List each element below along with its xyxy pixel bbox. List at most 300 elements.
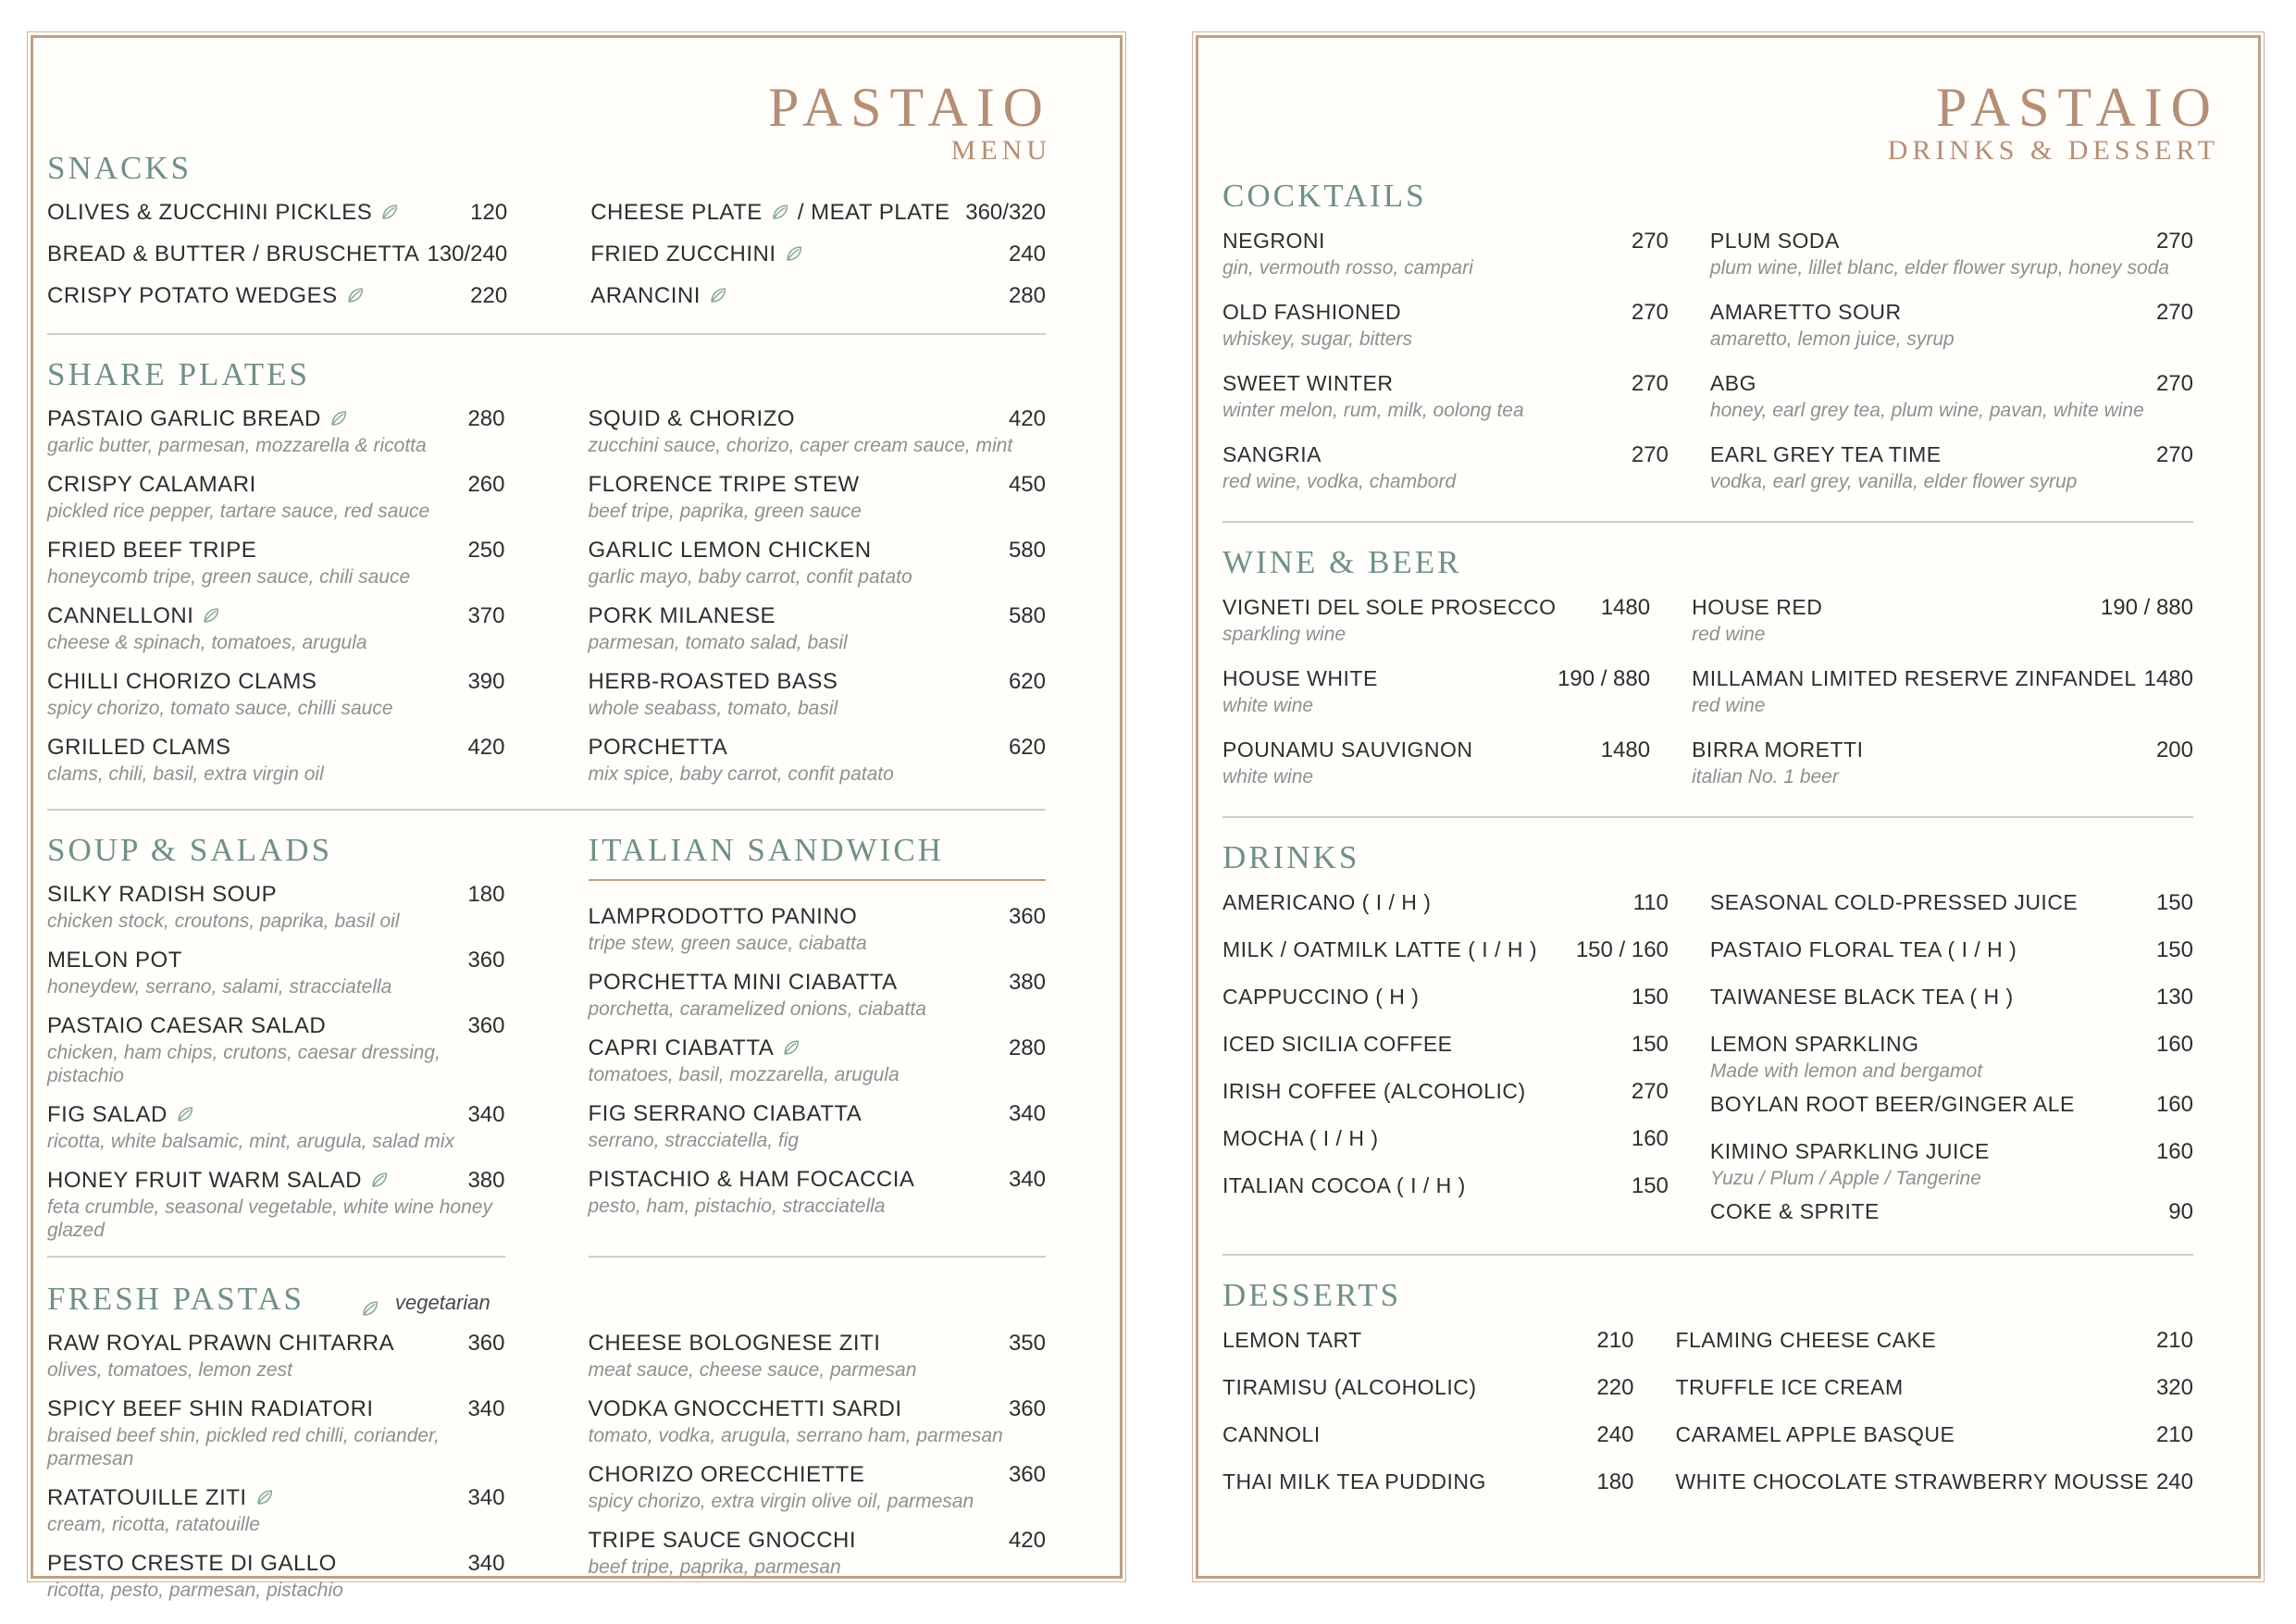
item-line	[589, 969, 1047, 997]
item-line	[589, 537, 1047, 564]
item-description: serrano, stracciatella, fig	[588, 1130, 800, 1151]
item-description: garlic butter, parmesan, mozzarella & ricotta	[47, 435, 427, 456]
item-description: chicken stock, croutons, paprika, basil oil	[47, 911, 400, 932]
item-price: 160	[2155, 1139, 2193, 1164]
vegetarian-leaf-icon	[781, 1037, 801, 1058]
vegetarian-leaf-icon	[770, 202, 790, 222]
item-line	[47, 1167, 505, 1195]
vegetarian-leaf-icon	[329, 408, 349, 428]
item-description: olives, tomatoes, lemon zest	[47, 1359, 292, 1381]
item-name: CRISPY CALAMARI	[47, 472, 256, 497]
item-description: amaretto, lemon juice, syrup	[1709, 329, 1955, 350]
item-name: MILK / OATMILK LATTE ( I / H )	[1222, 937, 1538, 961]
menu-item	[589, 602, 1047, 654]
item-price: 580	[1008, 538, 1046, 563]
item-line	[47, 241, 507, 268]
item-price: 270	[1631, 300, 1669, 325]
item-name: CRISPY POTATO WEDGES	[47, 283, 338, 308]
section-heading: SOUP & SALADS	[47, 832, 333, 868]
menu-item	[1710, 1197, 2193, 1226]
item-price: 160	[2155, 1092, 2193, 1117]
menu-item	[1710, 440, 2193, 493]
page-header	[1888, 79, 2219, 166]
item-line	[1222, 1030, 1669, 1059]
item-price: 200	[2155, 738, 2193, 762]
item-line	[1710, 936, 2193, 964]
menu-item	[589, 471, 1047, 523]
item-description: spicy chorizo, extra virgin olive oil, parmesan	[588, 1491, 974, 1512]
item-name: PORK MILANESE	[588, 603, 776, 628]
item-price: 340	[467, 1485, 505, 1510]
item-name: SWEET WINTER	[1222, 371, 1394, 395]
menu-item	[47, 947, 505, 998]
item-line	[1222, 1373, 1633, 1402]
item-price: 620	[1008, 669, 1046, 694]
menu-item	[47, 881, 505, 933]
item-name: FIG SALAD	[47, 1102, 168, 1127]
item-line	[589, 1330, 1047, 1357]
item-name-suffix: / MEAT PLATE	[797, 200, 950, 225]
item-line	[47, 282, 507, 310]
menu-item	[590, 241, 1046, 268]
restaurant-logo: PASTAIO	[1935, 77, 2219, 138]
item-price: 280	[467, 406, 505, 431]
item-description: honeydew, serrano, salami, stracciatella	[47, 976, 392, 998]
item-name: MILLAMAN LIMITED RESERVE ZINFANDEL	[1692, 666, 2137, 690]
item-name: OLIVES & ZUCCHINI PICKLES	[47, 200, 373, 225]
item-description: honeycomb tripe, green sauce, chili sauce	[47, 566, 411, 588]
section-heading: COCKTAILS	[1222, 178, 1427, 214]
column	[47, 199, 507, 324]
item-line	[1222, 440, 1669, 469]
menu-item	[1675, 1373, 2193, 1402]
item-price: 340	[467, 1396, 505, 1421]
menu-item	[1222, 1172, 1669, 1200]
menu-item	[47, 471, 505, 523]
item-name: KIMINO SPARKLING JUICE	[1709, 1139, 1990, 1163]
menu-page-content	[47, 151, 1046, 1616]
item-name: SANGRIA	[1222, 442, 1322, 466]
item-description: italian No. 1 beer	[1692, 766, 1839, 787]
item-line	[1710, 1197, 2193, 1226]
item-price: 270	[1631, 371, 1669, 396]
menu-item	[47, 537, 505, 589]
item-line	[1710, 298, 2193, 327]
vegetarian-leaf-icon	[369, 1170, 390, 1190]
item-price: 420	[1008, 406, 1046, 431]
item-description: gin, vermouth rosso, campari	[1222, 257, 1473, 279]
item-price: 160	[1631, 1126, 1669, 1151]
item-price: 1480	[1600, 595, 1651, 620]
item-name: CAPRI CIABATTA	[588, 1035, 775, 1060]
item-line	[1222, 888, 1669, 917]
item-price: 270	[2155, 300, 2193, 325]
item-line	[1222, 1172, 1669, 1200]
section-block	[589, 833, 1047, 1258]
item-name: PESTO CRESTE DI GALLO	[47, 1551, 337, 1576]
item-description: zucchini sauce, chorizo, caper cream sauce, mint	[588, 435, 1013, 456]
menu-item	[47, 734, 505, 786]
item-description: Made with lemon and bergamot	[1709, 1060, 1983, 1082]
menu-item	[1675, 1326, 2193, 1355]
column	[1692, 593, 2193, 807]
section-heading: FRESH PASTAS	[47, 1281, 304, 1317]
item-price: 150	[1631, 1173, 1669, 1198]
menu-item	[1710, 1030, 2193, 1083]
item-price: 320	[2155, 1375, 2193, 1400]
item-price: 620	[1008, 735, 1046, 760]
item-line	[1222, 983, 1669, 1011]
item-line	[47, 881, 505, 909]
item-name: ICED SICILIA COFFEE	[1222, 1032, 1453, 1056]
item-line	[1222, 593, 1650, 622]
item-line	[590, 241, 1046, 268]
item-name: AMARETTO SOUR	[1709, 300, 1902, 324]
item-name: POUNAMU SAUVIGNON	[1222, 738, 1473, 762]
item-price: 360/320	[965, 200, 1046, 225]
item-name: CHILLI CHORIZO CLAMS	[47, 669, 317, 694]
item-description: sparkling wine	[1222, 624, 1347, 645]
menu-item	[1222, 369, 1669, 422]
menu-item	[47, 1167, 505, 1242]
menu-item	[1222, 936, 1669, 964]
restaurant-logo: PASTAIO	[767, 77, 1051, 138]
column	[589, 405, 1047, 800]
item-price: 360	[1008, 1462, 1046, 1487]
item-price: 240	[1596, 1422, 1634, 1447]
vegetarian-leaf-icon	[360, 1298, 380, 1319]
item-price: 240	[1008, 242, 1046, 267]
item-description: garlic mayo, baby carrot, confit patato	[588, 566, 912, 588]
column	[1222, 1326, 1633, 1515]
item-name: RAW ROYAL PRAWN CHITARRA	[47, 1331, 395, 1356]
section-heading: SHARE PLATES	[47, 356, 310, 392]
item-line	[47, 1550, 505, 1578]
item-price: 270	[2155, 442, 2193, 467]
item-line	[1222, 1077, 1669, 1106]
vegetarian-leaf-icon	[254, 1487, 275, 1507]
menu-section	[1222, 545, 2193, 807]
item-price: 260	[467, 472, 505, 497]
menu-item	[589, 1330, 1047, 1382]
item-description: honey, earl grey tea, plum wine, pavan, white wine	[1709, 400, 2144, 421]
menu-section	[1222, 179, 2193, 512]
menu-item	[47, 1330, 505, 1382]
section-columns	[47, 405, 1046, 800]
menu-item	[1710, 888, 2193, 917]
section-heading: ITALIAN SANDWICH	[589, 833, 1047, 881]
menu-section	[1222, 1278, 2193, 1515]
item-name: TRUFFLE ICE CREAM	[1675, 1375, 1904, 1399]
item-price: 370	[467, 603, 505, 628]
menu-item	[1710, 1090, 2193, 1119]
item-price: 220	[1596, 1375, 1634, 1400]
menu-item	[1692, 593, 2193, 646]
vegetarian-leaf-icon	[784, 243, 804, 264]
section-divider	[589, 1256, 1047, 1258]
item-line	[1692, 664, 2193, 693]
item-line	[47, 947, 505, 974]
item-price: 360	[1008, 1396, 1046, 1421]
page-drinks-dessert	[1196, 35, 2261, 1579]
item-line	[1675, 1468, 2193, 1496]
section-divider	[1222, 816, 2193, 818]
item-name: VIGNETI DEL SOLE PROSECCO	[1222, 595, 1557, 619]
item-line	[589, 471, 1047, 499]
item-name: PISTACHIO & HAM FOCACCIA	[588, 1167, 915, 1192]
item-price: 420	[1008, 1528, 1046, 1553]
menu-item	[589, 405, 1047, 457]
item-name: PLUM SODA	[1709, 229, 1840, 253]
item-line	[1675, 1326, 2193, 1355]
item-price: 130/240	[427, 242, 508, 267]
item-name: THAI MILK TEA PUDDING	[1222, 1469, 1486, 1494]
item-price: 270	[1631, 229, 1669, 254]
item-line	[589, 602, 1047, 630]
item-description: beef tripe, paprika, parmesan	[588, 1556, 841, 1578]
item-line	[47, 471, 505, 499]
column	[1222, 227, 1669, 512]
item-price: 270	[2155, 371, 2193, 396]
item-line	[1710, 227, 2193, 255]
menu-item	[1222, 1124, 1669, 1153]
item-price: 360	[1008, 904, 1046, 929]
item-name: BIRRA MORETTI	[1692, 738, 1864, 762]
item-line	[1222, 1420, 1633, 1449]
item-price: 380	[467, 1168, 505, 1193]
item-description: clams, chili, basil, extra virgin oil	[47, 763, 324, 785]
item-description: pickled rice pepper, tartare sauce, red sauce	[47, 501, 430, 522]
item-price: 130	[2155, 985, 2193, 1010]
section-heading: WINE & BEER	[1222, 544, 1462, 580]
menu-item	[589, 1527, 1047, 1579]
vegetarian-leaf-icon	[201, 605, 221, 626]
item-description: Yuzu / Plum / Apple / Tangerine	[1709, 1168, 1981, 1189]
item-price: 210	[2155, 1328, 2193, 1353]
item-line	[589, 1527, 1047, 1555]
item-price: 180	[467, 882, 505, 907]
item-name: FRIED ZUCCHINI	[590, 242, 776, 267]
item-name: VODKA GNOCCHETTI SARDI	[588, 1396, 902, 1421]
item-description: ricotta, pesto, parmesan, pistachio	[47, 1580, 343, 1601]
section-block	[47, 833, 505, 1258]
item-line	[589, 1461, 1047, 1489]
item-price: 350	[1008, 1331, 1046, 1356]
split-section	[47, 833, 1046, 1258]
item-line	[1222, 1326, 1633, 1355]
menu-item	[47, 282, 507, 310]
item-line	[47, 199, 507, 227]
item-description: pesto, ham, pistachio, stracciatella	[588, 1196, 886, 1217]
menu-item	[1222, 1468, 1633, 1496]
item-name: FRIED BEEF TRIPE	[47, 538, 257, 563]
menu-type-label: MENU	[950, 135, 1051, 166]
menu-item	[1222, 593, 1650, 646]
column	[47, 405, 505, 800]
item-price: 210	[2155, 1422, 2193, 1447]
item-name: TAIWANESE BLACK TEA ( H )	[1709, 985, 2014, 1009]
menu-item	[590, 199, 1046, 227]
item-line	[1222, 298, 1669, 327]
column	[1675, 1326, 2193, 1515]
item-description: whole seabass, tomato, basil	[588, 698, 838, 719]
item-price: 110	[1632, 890, 1669, 915]
menu-section	[47, 357, 1046, 800]
section-heading: SNACKS	[47, 150, 192, 186]
item-price: 150 / 160	[1575, 937, 1669, 962]
item-line	[1692, 593, 2193, 622]
item-line	[1222, 1468, 1633, 1496]
item-description: tomato, vodka, arugula, serrano ham, parmesan	[588, 1425, 1003, 1446]
item-name: CARAMEL APPLE BASQUE	[1675, 1422, 1955, 1446]
item-description: cheese & spinach, tomatoes, arugula	[47, 632, 367, 653]
item-line	[1222, 664, 1650, 693]
item-name: LEMON TART	[1222, 1328, 1362, 1352]
menu-item	[589, 537, 1047, 589]
item-name: SEASONAL COLD-PRESSED JUICE	[1709, 890, 2079, 914]
item-description: white wine	[1222, 695, 1314, 716]
item-line	[47, 602, 505, 630]
item-name: CHEESE PLATE	[590, 200, 763, 225]
item-name: COKE & SPRITE	[1709, 1199, 1880, 1223]
item-name: OLD FASHIONED	[1222, 300, 1402, 324]
item-price: 360	[467, 1013, 505, 1038]
menu-item	[1222, 1373, 1633, 1402]
menu-item	[47, 1012, 505, 1087]
item-price: 390	[467, 669, 505, 694]
section-columns	[1222, 593, 2193, 807]
item-line	[47, 1101, 505, 1129]
item-line	[1675, 1373, 2193, 1402]
item-price: 340	[467, 1102, 505, 1127]
menu-section	[47, 1282, 1046, 1616]
item-line	[1222, 227, 1669, 255]
section-columns	[1222, 1326, 2193, 1515]
menu-item	[47, 1395, 505, 1470]
item-line	[589, 903, 1047, 931]
item-price: 340	[467, 1551, 505, 1576]
item-line	[1710, 983, 2193, 1011]
item-description: porchetta, caramelized onions, ciabatta	[588, 998, 926, 1020]
item-line	[1710, 369, 2193, 398]
item-description: spicy chorizo, tomato sauce, chilli sauce	[47, 698, 393, 719]
item-price: 340	[1008, 1101, 1046, 1126]
item-description: tripe stew, green sauce, ciabatta	[588, 933, 867, 954]
item-price: 270	[1631, 1079, 1669, 1104]
item-description: beef tripe, paprika, green sauce	[588, 501, 862, 522]
item-description: plum wine, lillet blanc, elder flower syrup, honey soda	[1709, 257, 2169, 279]
item-name: CANNELLONI	[47, 603, 194, 628]
menu-item	[590, 282, 1046, 310]
menu-item	[1710, 936, 2193, 964]
item-description: meat sauce, cheese sauce, parmesan	[588, 1359, 917, 1381]
menu-item	[1692, 664, 2193, 717]
item-description: winter melon, rum, milk, oolong tea	[1222, 400, 1524, 421]
item-name: HONEY FRUIT WARM SALAD	[47, 1168, 362, 1193]
item-name: HOUSE WHITE	[1222, 666, 1378, 690]
item-line	[590, 199, 1046, 227]
item-price: 150	[2155, 890, 2193, 915]
item-name: LEMON SPARKLING	[1709, 1032, 1919, 1056]
menu-item	[1710, 1137, 2193, 1190]
menu-item	[589, 1035, 1047, 1086]
item-name: CANNOLI	[1222, 1422, 1321, 1446]
item-price: 580	[1008, 603, 1046, 628]
menu-item	[1222, 736, 1650, 788]
item-name: SQUID & CHORIZO	[588, 406, 796, 431]
item-price: 150	[1631, 1032, 1669, 1057]
menu-item	[1222, 1077, 1669, 1106]
menu-item	[1222, 298, 1669, 351]
item-name: NEGRONI	[1222, 229, 1325, 253]
item-price: 270	[1631, 442, 1669, 467]
item-name: TIRAMISU (ALCOHOLIC)	[1222, 1375, 1477, 1399]
menu-item	[1222, 1326, 1633, 1355]
item-name: BREAD & BUTTER / BRUSCHETTA	[47, 242, 420, 267]
item-line	[1222, 369, 1669, 398]
item-price: 340	[1008, 1167, 1046, 1192]
section-columns	[47, 1330, 1046, 1616]
item-price: 360	[467, 1331, 505, 1356]
section-columns	[1222, 888, 2193, 1245]
column	[1710, 227, 2193, 512]
item-description: red wine	[1692, 624, 1766, 645]
item-description: ricotta, white balsamic, mint, arugula, salad mix	[47, 1131, 455, 1152]
item-price: 180	[1596, 1469, 1634, 1494]
item-description: tomatoes, basil, mozzarella, arugula	[588, 1064, 900, 1085]
item-name: CHEESE BOLOGNESE ZITI	[588, 1331, 881, 1356]
item-name: ITALIAN COCOA ( I / H )	[1222, 1173, 1466, 1197]
item-line	[47, 405, 505, 433]
item-line	[589, 405, 1047, 433]
item-price: 1480	[1600, 738, 1651, 762]
menu-item	[589, 1461, 1047, 1513]
item-price: 90	[2168, 1199, 2193, 1224]
item-line	[47, 1012, 505, 1040]
column	[589, 1330, 1047, 1616]
item-description: red wine, vodka, chambord	[1222, 471, 1457, 492]
menu-item	[1222, 1030, 1669, 1059]
item-line	[1675, 1420, 2193, 1449]
page-menu	[31, 35, 1123, 1601]
item-name: ARANCINI	[590, 283, 701, 308]
item-line	[589, 1166, 1047, 1194]
item-price: 210	[1596, 1328, 1634, 1353]
item-line	[589, 668, 1047, 696]
item-line	[47, 1395, 505, 1423]
item-line	[590, 282, 1046, 310]
menu-item	[589, 734, 1047, 786]
menu-item	[1222, 888, 1669, 917]
menu-item	[1222, 227, 1669, 279]
menu-item	[1710, 369, 2193, 422]
item-price: 150	[2155, 937, 2193, 962]
item-name: GRILLED CLAMS	[47, 735, 231, 760]
menu-item	[1222, 1420, 1633, 1449]
menu-section	[47, 151, 1046, 324]
item-line	[589, 1100, 1047, 1128]
menu-item	[589, 668, 1047, 720]
item-line	[1710, 1137, 2193, 1166]
menu-item	[47, 668, 505, 720]
item-line	[47, 1330, 505, 1357]
menu-item	[1710, 983, 2193, 1011]
menu-item	[47, 1550, 505, 1602]
item-name: PASTAIO FLORAL TEA ( I / H )	[1709, 937, 2017, 961]
menu-item	[47, 1101, 505, 1153]
vegetarian-leaf-icon	[708, 285, 728, 305]
item-name: MELON POT	[47, 948, 182, 973]
